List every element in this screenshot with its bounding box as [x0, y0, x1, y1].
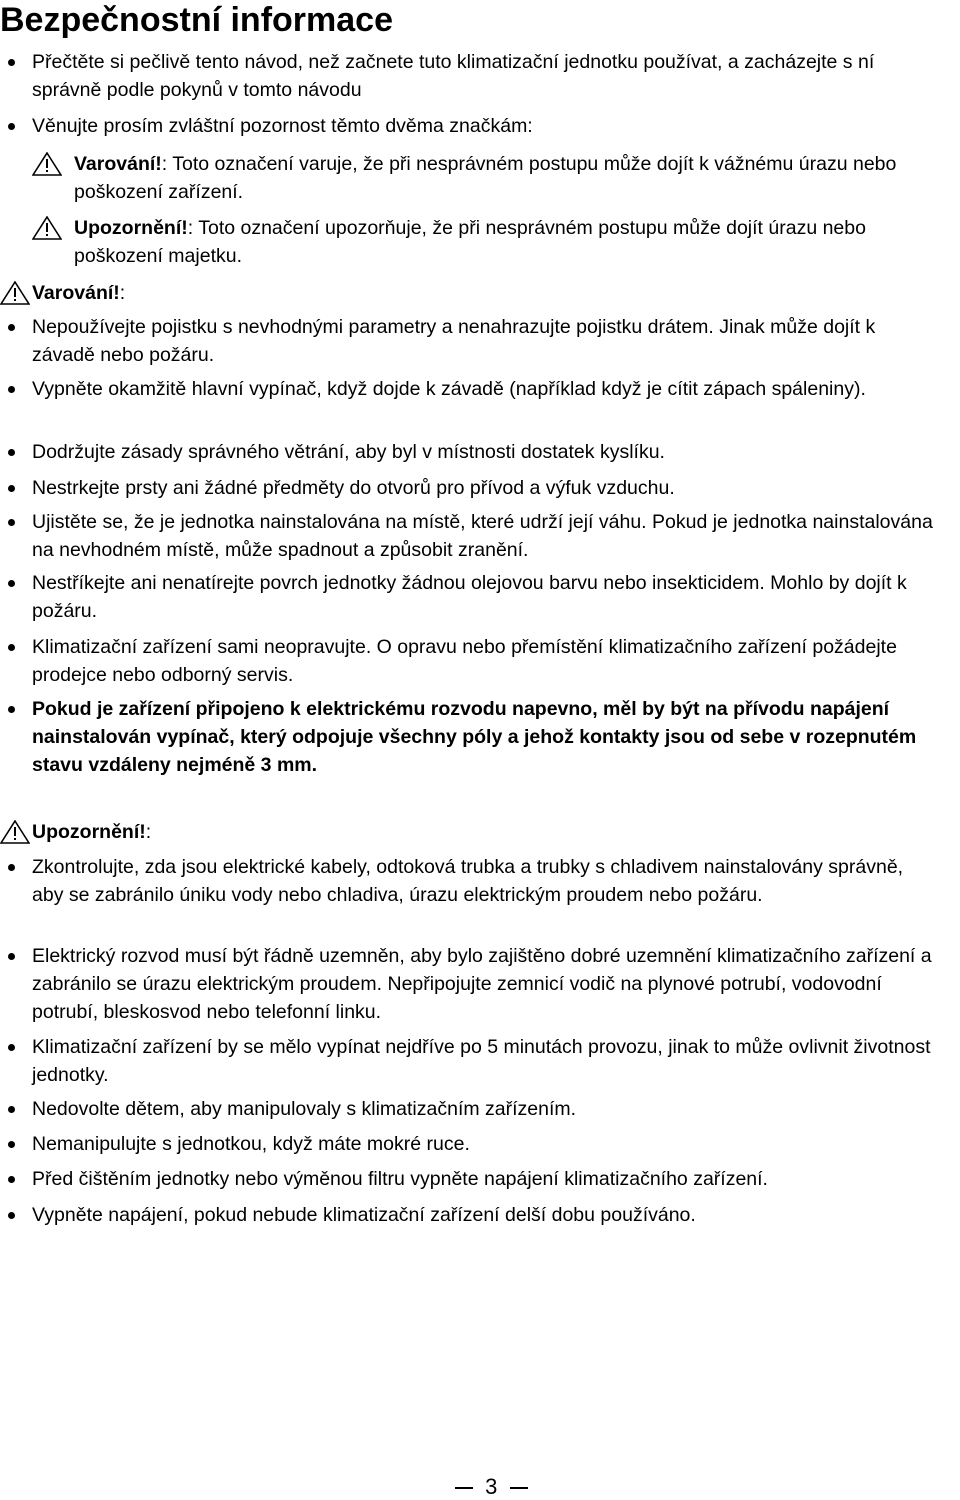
- caution-heading-suffix: :: [145, 821, 152, 843]
- list-item: [0, 48, 934, 104]
- warning-item-emphasized: [0, 695, 934, 779]
- list-item-text: Nedovolte dětem, aby manipulovaly s klimatizačním zařízením.: [32, 1098, 577, 1120]
- list-item-text: Přečtěte si pečlivě tento návod, než začnete tuto klimatizační jednotku používat, a zacházejte s ní správně podle pokynů v tomto návodu: [32, 51, 875, 101]
- list-item-text: Nemanipulujte s jednotkou, když máte mokré ruce.: [32, 1133, 470, 1155]
- warning-triangle-icon: [32, 152, 62, 176]
- list-item-text: Nepoužívejte pojistku s nevhodnými parametry a nenahrazujte pojistku drátem. Jinak může dojít k závadě nebo požáru.: [32, 316, 876, 366]
- symbol-caution-desc: : Toto označení upozorňuje, že při nesprávném postupu může dojít úrazu nebo poškození majetku.: [74, 217, 866, 267]
- list-item-text: Věnujte prosím zvláštní pozornost těmto dvěma značkám:: [32, 115, 533, 137]
- page-number: [455, 1474, 528, 1500]
- warning-item: [0, 313, 934, 369]
- symbol-caution-text: [74, 214, 934, 270]
- caution-section-heading: [0, 818, 300, 846]
- page-number-value: 3: [485, 1474, 498, 1499]
- symbol-warning-label: Varování!: [74, 153, 162, 175]
- warning-item: [0, 569, 934, 625]
- list-item-text: Nestrkejte prsty ani žádné předměty do otvorů pro přívod a výfuk vzduchu.: [32, 477, 675, 499]
- warning-item: [0, 438, 934, 466]
- caution-item: [0, 853, 934, 937]
- caution-item: [0, 942, 934, 1026]
- warning-heading-label: Varování!: [32, 282, 120, 304]
- symbol-caution: [32, 214, 932, 270]
- list-item-text: Před čištěním jednotky nebo výměnou filtru vypněte napájení klimatizačního zařízení.: [32, 1168, 768, 1190]
- caution-item: [0, 1130, 934, 1158]
- warning-triangle-icon: [0, 820, 30, 844]
- dash-left: [455, 1487, 473, 1489]
- caution-item: [0, 1165, 934, 1193]
- warning-section-heading: [0, 279, 300, 307]
- list-item-text: Vypněte okamžitě hlavní vypínač, když dojde k závadě (například když je cítit zápach spáleniny).: [32, 378, 866, 400]
- list-item-text: Ujistěte se, že je jednotka nainstalována na místě, které udrží její váhu. Pokud je jednotka nainstalována na nevhodném místě, může spadnout a způsobit zranění.: [32, 511, 933, 561]
- symbol-warning-desc: : Toto označení varuje, že při nesprávném postupu může dojít k vážnému úrazu nebo poškození zařízení.: [74, 153, 897, 203]
- warning-triangle-icon: [0, 281, 30, 305]
- list-item-text: Pokud je zařízení připojeno k elektrickému rozvodu napevno, měl by být na přívodu napájení nainstalován vypínač, který odpojuje všechny póly a jehož kontakty jsou od sebe v rozepnutém stavu vzdáleny nejméně 3 mm.: [32, 698, 917, 776]
- caution-heading-label: Upozornění!: [32, 821, 146, 843]
- warning-triangle-icon: [32, 216, 62, 240]
- list-item-text: Dodržujte zásady správného větrání, aby byl v místnosti dostatek kyslíku.: [32, 441, 665, 463]
- page-title: Bezpečnostní informace: [0, 1, 393, 39]
- caution-item: [0, 1033, 934, 1089]
- warning-item: [0, 474, 934, 502]
- caution-item: [0, 1201, 934, 1229]
- list-item-text: Zkontrolujte, zda jsou elektrické kabely, odtoková trubka a trubky s chladivem nainstalovány správně, aby se zabránilo úniku vody nebo chladiva, úrazu elektrickým proudem nebo požáru.: [32, 856, 904, 906]
- list-item-text: Vypněte napájení, pokud nebude klimatizační zařízení delší dobu používáno.: [32, 1204, 696, 1226]
- list-item-text: Elektrický rozvod musí být řádně uzemněn, aby bylo zajištěno dobré uzemnění klimatizačního zařízení a zabránilo se úrazu elektrickým proudem. Nepřipojujte zemnicí vodič na plynové potrubí, vodovodní potrubí, bleskosvod nebo telefonní linku.: [32, 945, 932, 1023]
- symbol-warning: [32, 150, 932, 206]
- warning-heading-text: [32, 279, 125, 307]
- list-item-text: Klimatizační zařízení sami neopravujte. O opravu nebo přemístění klimatizačního zařízení požádejte prodejce nebo odborný servis.: [32, 636, 897, 686]
- warning-item: [0, 375, 934, 431]
- caution-heading-text: [32, 818, 151, 846]
- list-item-text: Klimatizační zařízení by se mělo vypínat nejdříve po 5 minutách provozu, jinak to může ovlivnit životnost jednotky.: [32, 1036, 931, 1086]
- symbol-warning-text: [74, 150, 934, 206]
- list-item: [0, 112, 934, 140]
- list-item-text: Nestříkejte ani nenatírejte povrch jednotky žádnou olejovou barvu nebo insekticidem. Mohlo by dojít k požáru.: [32, 572, 907, 622]
- dash-right: [510, 1487, 528, 1489]
- warning-item: [0, 633, 934, 689]
- warning-item: [0, 508, 934, 564]
- symbol-caution-label: Upozornění!: [74, 217, 188, 239]
- caution-item: [0, 1095, 934, 1123]
- warning-heading-suffix: :: [119, 282, 126, 304]
